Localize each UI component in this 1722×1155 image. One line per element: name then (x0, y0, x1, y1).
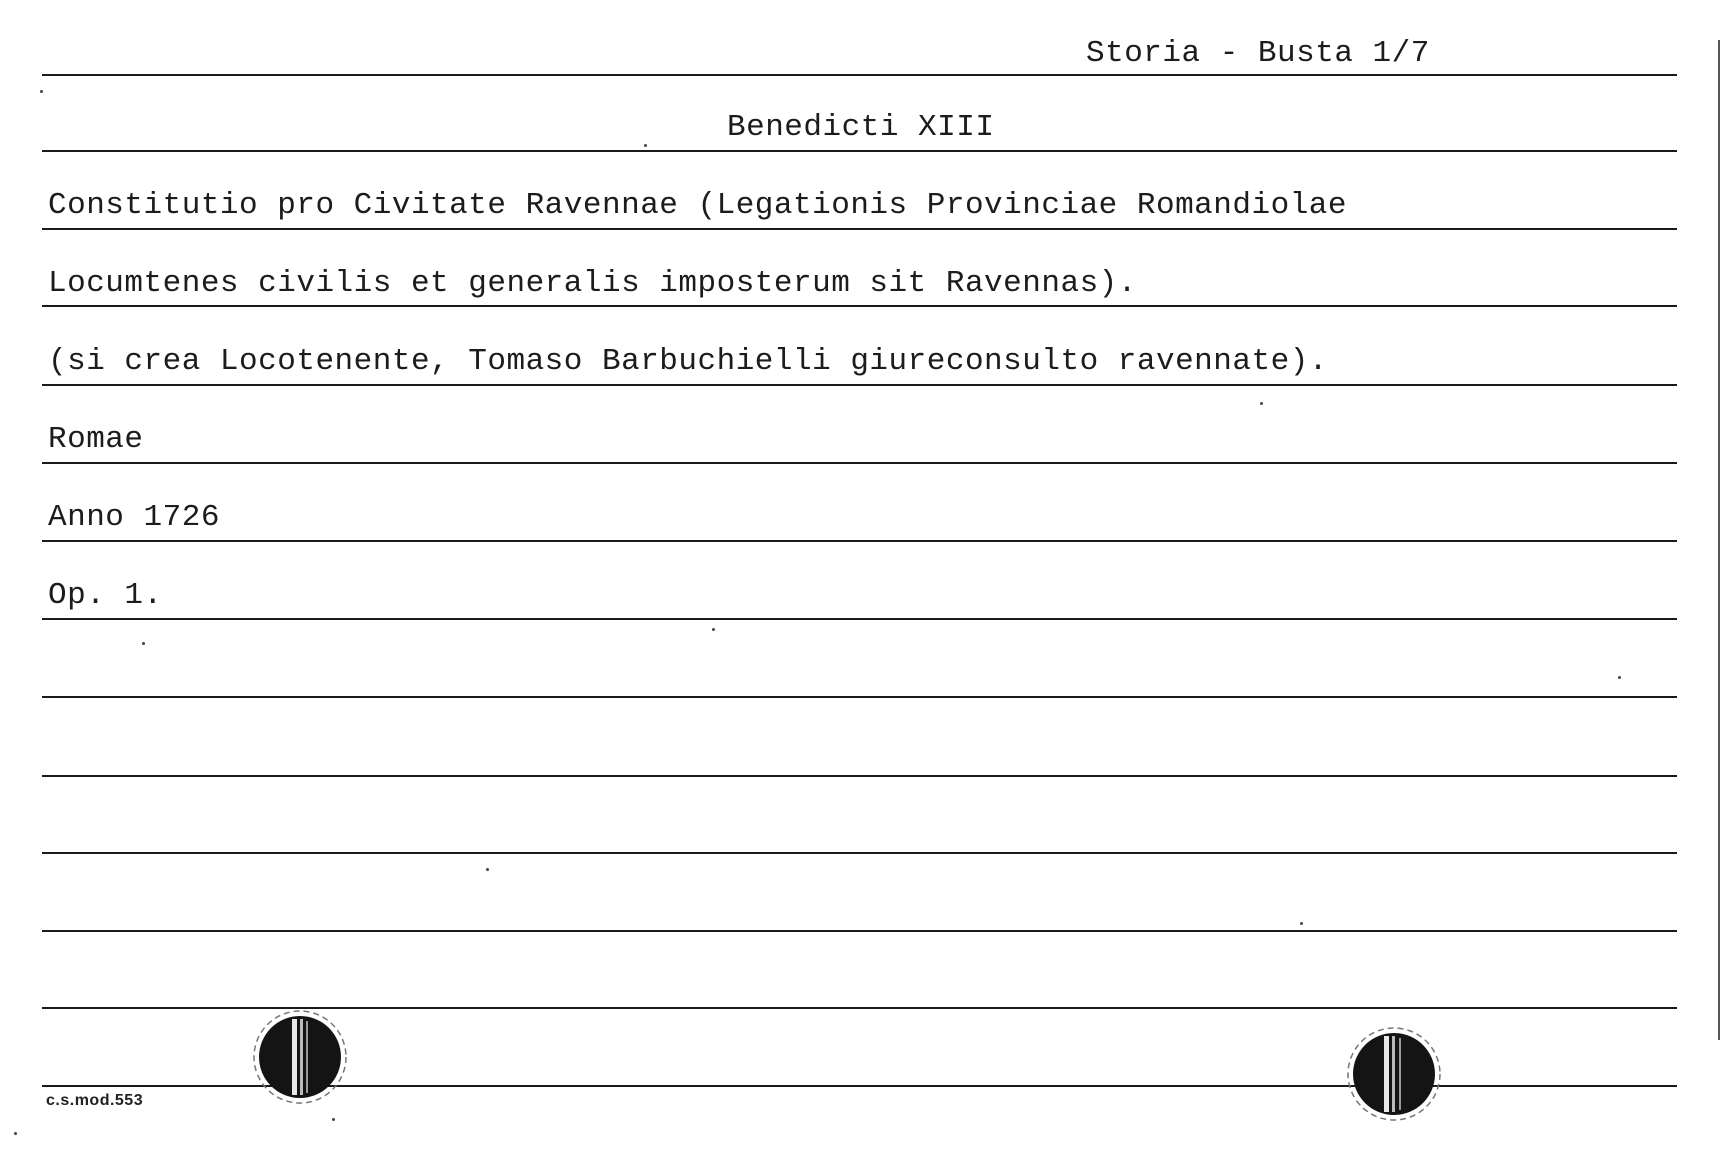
rule-line (42, 930, 1677, 932)
entry-line-4: Romae (48, 422, 144, 457)
scan-speck (1618, 676, 1621, 679)
scan-speck (142, 642, 145, 645)
rule-line (42, 852, 1677, 854)
rule-line (42, 462, 1677, 464)
scan-speck (712, 628, 715, 631)
entry-line-6: Op. 1. (48, 578, 163, 613)
header-reference: Storia - Busta 1/7 (1086, 36, 1430, 71)
entry-line-1: Constitutio pro Civitate Ravennae (Legationis Provinciae Romandiolae (48, 188, 1348, 223)
rule-line (42, 696, 1677, 698)
punch-hole-right (1342, 1022, 1446, 1126)
form-code: c.s.mod.553 (46, 1092, 144, 1109)
scan-speck (644, 144, 647, 147)
rule-line (42, 150, 1677, 152)
rule-line (42, 305, 1677, 307)
rule-line (42, 540, 1677, 542)
card-edge (1718, 40, 1720, 1040)
scan-speck (332, 1118, 335, 1121)
rule-line (42, 618, 1677, 620)
scan-speck (486, 868, 489, 871)
entry-line-3: (si crea Locotenente, Tomaso Barbuchielli giureconsulto ravennate). (48, 344, 1328, 379)
entry-line-5: Anno 1726 (48, 500, 220, 535)
card-title: Benedicti XIII (727, 110, 995, 145)
scan-speck (1260, 402, 1263, 405)
punch-hole-left (248, 1005, 352, 1109)
scan-speck (40, 90, 43, 93)
rule-line (42, 775, 1677, 777)
rule-line (42, 228, 1677, 230)
rule-line (42, 384, 1677, 386)
rule-line (42, 74, 1677, 76)
scan-speck (1300, 922, 1303, 925)
entry-line-2: Locumtenes civilis et generalis imposterum sit Ravennas). (48, 266, 1137, 301)
scan-speck (14, 1132, 17, 1135)
